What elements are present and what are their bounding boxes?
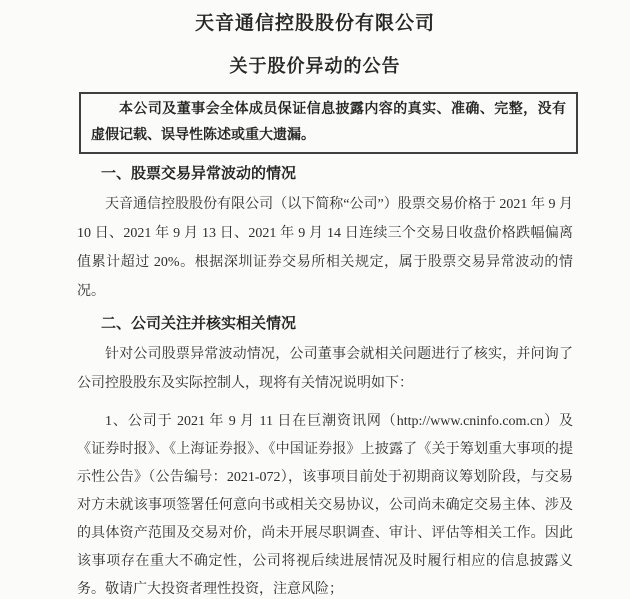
disclaimer-box <box>79 92 578 154</box>
page-title: 天音通信控股股份有限公司 <box>194 13 435 34</box>
section-2-paragraph-2: 1、公司于 2021 年 9 月 11 日在巨潮资讯网（http://www.cninfo.com.cn）及《证券时报》、《上海证券报》、《中国证券报》上披露了《关于筹划重大事项的提示性公告》（公告编号：2021-072），该事项目前处于初期商议筹划阶段，与交易对方未就该事项签署任何意向书或相关交易协议，公司尚未确定交易主体、涉及的具体资产范围及交易对价，尚未开展尽职调查、审计、评估等相关工作。因此该事项存在重大不确定性，公司将视后续进展情况及时履行相应的信息披露义务。敬请广大投资者理性投资，注意风险； <box>77 414 573 597</box>
section-2-heading: 二、公司关注并核实相关情况 <box>101 315 297 332</box>
section-1-heading: 一、股票交易异常波动的情况 <box>101 165 297 182</box>
section-1-paragraph-1: 天音通信控股股份有限公司（以下简称“公司”）股票交易价格于 2021 年 9 月 10 日、2021 年 9 月 13 日、2021 年 9 月 14 日连续三个交易日收盘价格跌幅偏离值累计超过 20%。根据深圳证券交易所相关规定，属于股票交易异常波动的情况。 <box>77 197 573 299</box>
page-subtitle: 关于股价异动的公告 <box>229 56 401 76</box>
disclaimer-text: 本公司及董事会全体成员保证信息披露内容的真实、准确、完整，没有虚假记载、误导性陈述或重大遗漏。 <box>91 102 566 143</box>
section-2-paragraph-1: 针对公司股票异常波动情况，公司董事会就相关问题进行了核实，并问询了公司控股股东及实际控制人，现将有关情况说明如下： <box>77 347 573 391</box>
document-body <box>0 164 630 599</box>
